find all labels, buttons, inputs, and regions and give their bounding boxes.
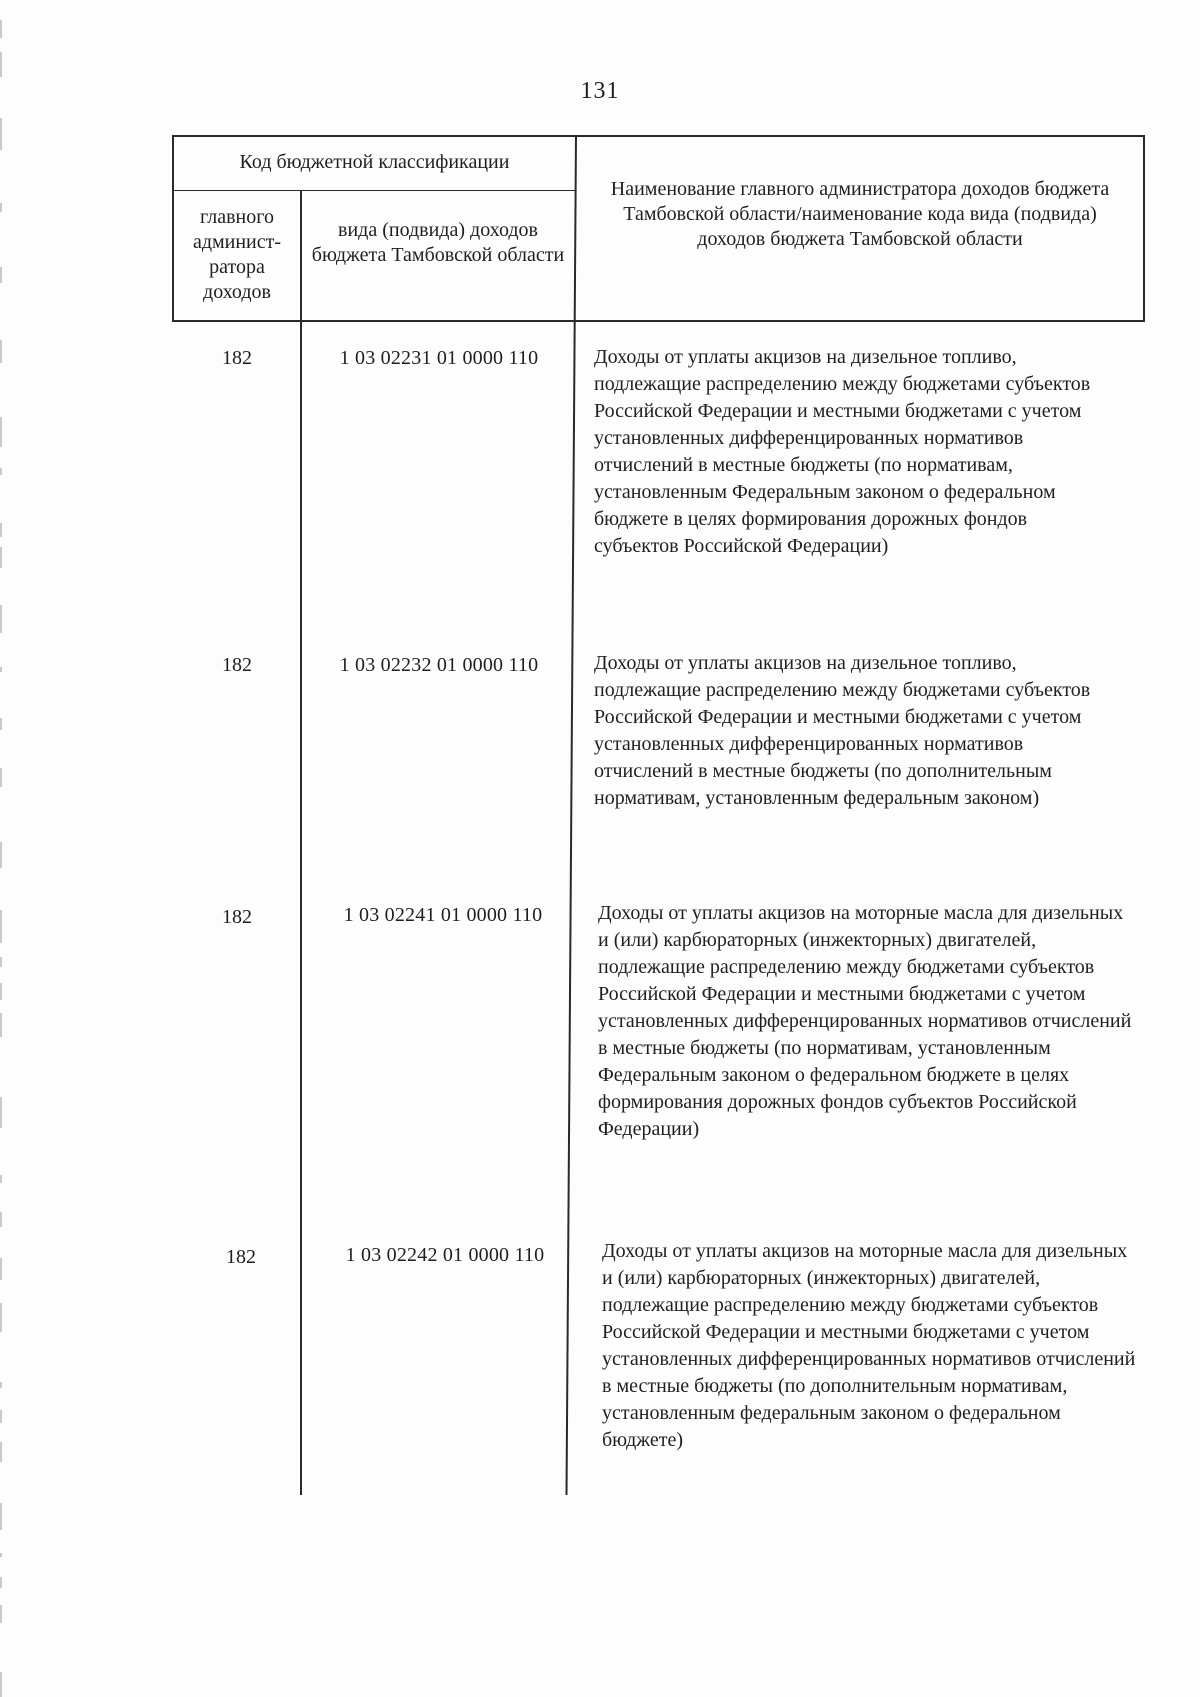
scan-speckle: [0, 1382, 2, 1388]
row-income-name: Доходы от уплаты акцизов на моторные масла для дизельных и (или) карбюраторных (инжекторных) двигателей, подлежащие распределению между бюджетами субъектов Российской Федерации и местными бюджетами с учетом установленных дифференцированных нормативов отчислений в местные бюджеты (по нормативам, установленным Федеральным законом о федеральном бюджете в целях формирования дорожных фондов субъектов Российской Федерации): [598, 902, 1132, 1140]
column-divider-2: [566, 135, 577, 1495]
scan-speckle: [0, 547, 2, 568]
row-income-code: 1 03 02232 01 0000 110: [339, 654, 539, 676]
table-right-border: [1143, 135, 1145, 322]
scan-speckle: [0, 768, 2, 787]
scan-speckle: [0, 523, 2, 537]
row-admin-code: 182: [222, 906, 252, 928]
scan-speckle: [0, 910, 2, 943]
scan-speckle: [0, 417, 2, 447]
scan-speckle: [0, 1577, 2, 1588]
scan-speckle: [0, 267, 2, 283]
scan-speckle: [0, 957, 2, 967]
header-group-divider: [172, 190, 576, 191]
scan-speckle: [0, 1258, 2, 1280]
row-income-code: 1 03 02242 01 0000 110: [345, 1244, 545, 1266]
row-income-name: Доходы от уплаты акцизов на дизельное топливо, подлежащие распределению между бюджетами субъектов Российской Федерации и местными бюджетами с учетом установленных дифференцированных нормативов отчислений в местные бюджеты (по дополнительным нормативам, установленным федеральным законом): [594, 652, 1091, 809]
scan-speckle: [0, 605, 2, 633]
scan-speckle: [0, 842, 2, 868]
header-col-admin: главного админист-ратора доходов: [192, 206, 282, 303]
page-number: 131: [580, 78, 620, 104]
scan-speckle: [0, 1303, 2, 1332]
scan-speckle: [0, 52, 2, 77]
row-income-code: 1 03 02231 01 0000 110: [339, 347, 539, 369]
scan-speckle: [0, 1212, 2, 1227]
row-admin-code: 182: [222, 654, 252, 676]
scan-speckle: [0, 718, 2, 730]
row-income-code: 1 03 02241 01 0000 110: [343, 904, 543, 926]
scan-speckle: [0, 1175, 2, 1183]
header-col-kind: вида (подвида) доходов бюджета Тамбовской области: [311, 219, 565, 266]
scan-speckle: [0, 20, 2, 38]
column-divider-1: [300, 190, 302, 1495]
scan-speckle: [0, 1672, 2, 1697]
scan-speckle: [0, 1097, 2, 1128]
scan-edge-artifact: [0, 0, 6, 1697]
scan-speckle: [0, 1605, 2, 1623]
scan-speckle: [0, 983, 2, 1000]
header-group-title: Код бюджетной классификации: [239, 151, 510, 173]
header-bottom-border: [172, 320, 1145, 322]
row-admin-code: 182: [222, 347, 252, 369]
table-top-border: [172, 135, 1145, 137]
scan-speckle: [0, 1503, 2, 1530]
scan-speckle: [0, 1410, 2, 1423]
row-income-name: Доходы от уплаты акцизов на моторные масла для дизельных и (или) карбюраторных (инжекторных) двигателей, подлежащие распределению между бюджетами субъектов Российской Федерации и местными бюджетами с учетом установленных дифференцированных нормативов отчислений в местные бюджеты (по дополнительным нормативам, установленным федеральным законом о федеральном бюджете): [602, 1240, 1136, 1451]
row-income-name: Доходы от уплаты акцизов на дизельное топливо, подлежащие распределению между бюджетами субъектов Российской Федерации и местными бюджетами с учетом установленных дифференцированных нормативов отчислений в местные бюджеты (по нормативам, установленным Федеральным законом о федеральном бюджете в целях формирования дорожных фондов субъектов Российской Федерации): [594, 346, 1091, 557]
scan-speckle: [0, 1553, 2, 1557]
scan-speckle: [0, 468, 2, 475]
header-col-name: Наименование главного администратора доходов бюджета Тамбовской области/наименование кода вида (подвида) доходов бюджета Тамбовской области: [610, 178, 1110, 250]
scan-speckle: [0, 1013, 2, 1037]
scan-speckle: [0, 118, 2, 150]
scan-speckle: [0, 203, 2, 212]
scan-speckle: [0, 340, 2, 363]
row-admin-code: 182: [226, 1246, 256, 1268]
scan-speckle: [0, 1442, 2, 1462]
scan-speckle: [0, 667, 2, 672]
